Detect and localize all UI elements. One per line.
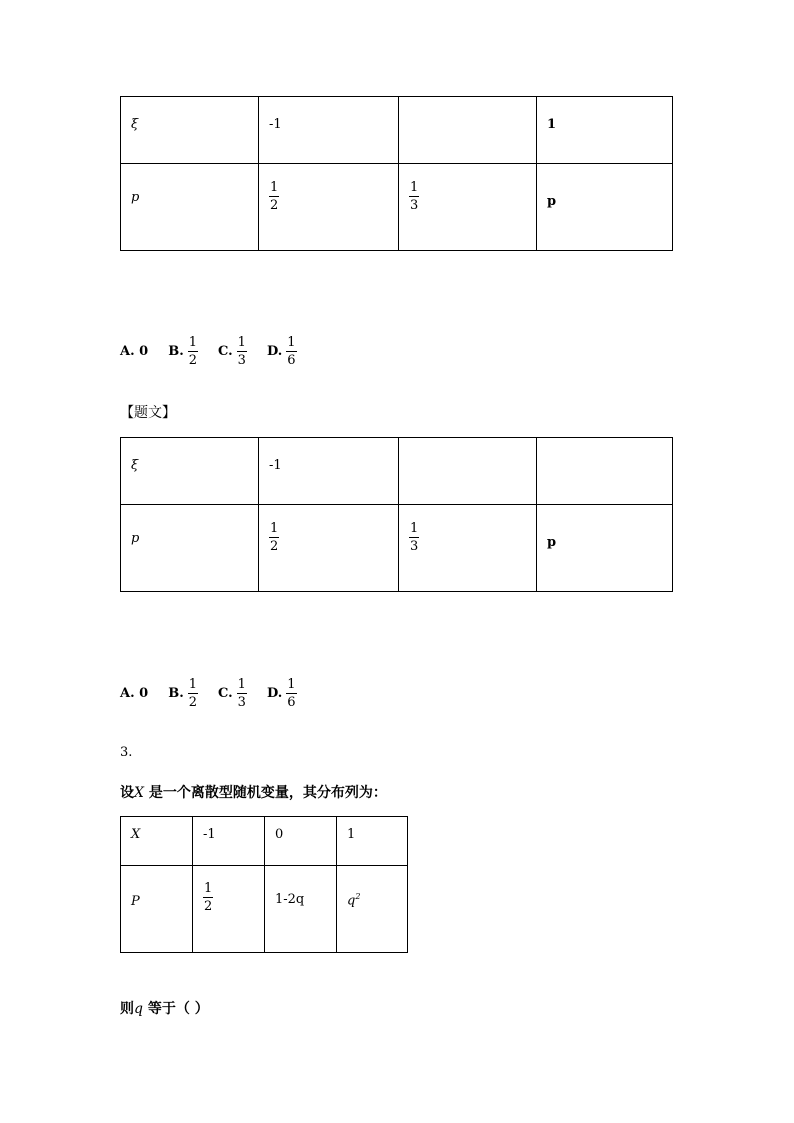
fraction: $\frac{1}{2}$ <box>270 180 279 213</box>
p-symbol: p <box>131 190 140 205</box>
table2-header-cell <box>121 505 259 592</box>
table2-cell <box>259 505 399 592</box>
table3-cell: 1 <box>337 817 408 866</box>
table1-cell: -1 <box>259 97 399 164</box>
table3-cell: -1 <box>193 817 265 866</box>
table1-cell: 1 <box>537 97 673 164</box>
question-ask: 则q 等于（ ） <box>120 1001 209 1017</box>
option-b: B. $\frac{1}{2}$ <box>168 677 197 710</box>
fraction: $\frac{1}{3}$ <box>410 521 419 554</box>
table2-cell <box>399 505 537 592</box>
table2-cell: -1 <box>259 438 399 505</box>
table2-cell <box>537 438 673 505</box>
table1-cell <box>259 164 399 251</box>
table2-header-cell <box>121 438 259 505</box>
option-d: D. $\frac{1}{6}$ <box>266 677 296 710</box>
answer-options-2 <box>120 678 317 709</box>
fraction: $\frac{1}{2}$ <box>204 881 213 914</box>
distribution-table-1 <box>120 96 673 251</box>
option-c: C. $\frac{1}{3}$ <box>218 335 246 368</box>
fraction: $\frac{1}{2}$ <box>270 521 279 554</box>
table2-cell <box>399 438 537 505</box>
table1-cell: p <box>537 164 673 251</box>
table2-cell: p <box>537 505 673 592</box>
xi-symbol: ξ <box>131 458 139 473</box>
question-stem: 设X 是一个离散型随机变量，其分布列为： <box>120 785 387 801</box>
fraction: $\frac{1}{3}$ <box>410 180 419 213</box>
table1-header-cell <box>121 164 259 251</box>
table3-cell <box>193 866 265 953</box>
option-a: A. 0 <box>120 686 149 701</box>
table3-header-cell: X <box>121 817 193 866</box>
option-a: A. 0 <box>120 344 149 359</box>
q-squared: $q^2$ <box>347 892 361 909</box>
option-b: B. $\frac{1}{2}$ <box>168 335 197 368</box>
answer-options-1 <box>120 336 317 367</box>
table1-header-cell <box>121 97 259 164</box>
option-c: C. $\frac{1}{3}$ <box>218 677 246 710</box>
distribution-table-2 <box>120 437 673 592</box>
p-symbol: p <box>131 531 140 546</box>
question-number: 3. <box>120 745 133 760</box>
table1-cell <box>399 97 537 164</box>
table3-cell <box>337 866 408 953</box>
table3-cell: 0 <box>265 817 337 866</box>
table1-cell <box>399 164 537 251</box>
distribution-table-3 <box>120 816 408 953</box>
option-d: D. $\frac{1}{6}$ <box>266 335 296 368</box>
xi-symbol: ξ <box>131 117 139 132</box>
table3-cell: 1-2q <box>265 866 337 953</box>
table3-header-cell: P <box>121 866 193 953</box>
section-heading: 【题文】 <box>120 405 176 421</box>
